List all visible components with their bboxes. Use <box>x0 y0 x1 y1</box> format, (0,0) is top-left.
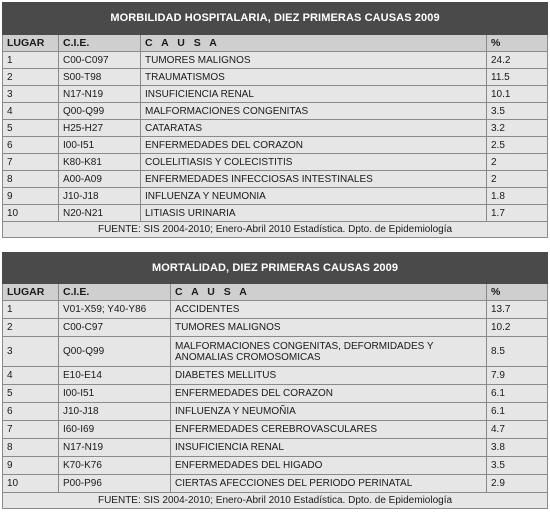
cell-cie: N17-N19 <box>59 439 171 457</box>
cell-cie: H25-H27 <box>59 120 141 137</box>
table-row <box>3 171 548 188</box>
cell-lugar: 4 <box>3 367 59 385</box>
column-header-causa: C A U S A <box>141 35 487 52</box>
cell-cie: C00-C97 <box>59 319 171 337</box>
table-row <box>3 120 548 137</box>
cell-causa: ENFERMEDADES DEL HIGADO <box>171 457 487 475</box>
cell-cie: K80-K81 <box>59 154 141 171</box>
cell-percent: 1.8 <box>487 188 548 205</box>
column-header-lugar: LUGAR <box>3 284 59 301</box>
cell-lugar: 4 <box>3 103 59 120</box>
cell-cie: C00-C097 <box>59 52 141 69</box>
table-body <box>3 52 548 222</box>
cell-cie: A00-A09 <box>59 171 141 188</box>
cell-lugar: 6 <box>3 403 59 421</box>
cell-cie: Q00-Q99 <box>59 103 141 120</box>
cell-percent: 24.2 <box>487 52 548 69</box>
table-row <box>3 439 548 457</box>
cell-percent: 10.1 <box>487 86 548 103</box>
cell-lugar: 5 <box>3 120 59 137</box>
cell-cie: P00-P96 <box>59 475 171 493</box>
cell-percent: 1.7 <box>487 205 548 222</box>
cell-causa: CATARATAS <box>141 120 487 137</box>
morbidity-table <box>2 2 548 238</box>
cell-cie: K70-K76 <box>59 457 171 475</box>
cell-causa: INFLUENZA Y NEUMOÑIA <box>171 403 487 421</box>
cell-percent: 10.2 <box>487 319 548 337</box>
cell-cie: J10-J18 <box>59 403 171 421</box>
cell-causa: CIERTAS AFECCIONES DEL PERIODO PERINATAL <box>171 475 487 493</box>
table-row <box>3 475 548 493</box>
table-row <box>3 457 548 475</box>
cell-lugar: 2 <box>3 69 59 86</box>
cell-lugar: 10 <box>3 475 59 493</box>
cell-lugar: 1 <box>3 301 59 319</box>
cell-causa: ENFERMEDADES CEREBROVASCULARES <box>171 421 487 439</box>
cell-causa: ENFERMEDADES DEL CORAZON <box>171 385 487 403</box>
column-header-percent: % <box>487 284 548 301</box>
cell-causa: MALFORMACIONES CONGENITAS, DEFORMIDADES Y ANOMALIAS CROMOSOMICAS <box>171 337 487 367</box>
table-footer-source: FUENTE: SIS 2004-2010; Enero-Abril 2010 Estadística. Dpto. de Epidemiología <box>3 493 548 509</box>
table-body <box>3 301 548 493</box>
table-row <box>3 367 548 385</box>
cell-lugar: 9 <box>3 457 59 475</box>
cell-percent: 8.5 <box>487 337 548 367</box>
column-header-cie: C.I.E. <box>59 35 141 52</box>
cell-lugar: 1 <box>3 52 59 69</box>
cell-percent: 2 <box>487 154 548 171</box>
cell-lugar: 3 <box>3 86 59 103</box>
cell-causa: TUMORES MALIGNOS <box>141 52 487 69</box>
cell-cie: V01-X59; Y40-Y86 <box>59 301 171 319</box>
table-row <box>3 421 548 439</box>
table-row <box>3 69 548 86</box>
cell-percent: 3.8 <box>487 439 548 457</box>
mortality-table <box>2 252 548 509</box>
cell-cie: N20-N21 <box>59 205 141 222</box>
cell-causa: TUMORES MALIGNOS <box>171 319 487 337</box>
column-header-lugar: LUGAR <box>3 35 59 52</box>
cell-lugar: 9 <box>3 188 59 205</box>
cell-percent: 3.5 <box>487 103 548 120</box>
cell-percent: 13.7 <box>487 301 548 319</box>
column-header-percent: % <box>487 35 548 52</box>
cell-percent: 11.5 <box>487 69 548 86</box>
table-row <box>3 86 548 103</box>
cell-causa: ENFERMEDADES DEL CORAZON <box>141 137 487 154</box>
cell-percent: 2.5 <box>487 137 548 154</box>
cell-causa: LITIASIS URINARIA <box>141 205 487 222</box>
cell-lugar: 8 <box>3 439 59 457</box>
cell-percent: 4.7 <box>487 421 548 439</box>
cell-causa: ENFERMEDADES INFECCIOSAS INTESTINALES <box>141 171 487 188</box>
cell-causa: COLELITIASIS Y COLECISTITIS <box>141 154 487 171</box>
cell-cie: S00-T98 <box>59 69 141 86</box>
table-row <box>3 385 548 403</box>
cell-lugar: 5 <box>3 385 59 403</box>
cell-lugar: 6 <box>3 137 59 154</box>
table-row <box>3 154 548 171</box>
cell-lugar: 3 <box>3 337 59 367</box>
cell-causa: TRAUMATISMOS <box>141 69 487 86</box>
cell-cie: Q00-Q99 <box>59 337 171 367</box>
table-row <box>3 137 548 154</box>
cell-lugar: 8 <box>3 171 59 188</box>
cell-cie: I00-I51 <box>59 137 141 154</box>
cell-percent: 2 <box>487 171 548 188</box>
cell-percent: 2.9 <box>487 475 548 493</box>
cell-causa: INFLUENZA Y NEUMONIA <box>141 188 487 205</box>
column-header-causa: C A U S A <box>171 284 487 301</box>
cell-percent: 6.1 <box>487 385 548 403</box>
cell-lugar: 2 <box>3 319 59 337</box>
table-row <box>3 403 548 421</box>
table-row <box>3 337 548 367</box>
cell-cie: E10-E14 <box>59 367 171 385</box>
table-row <box>3 188 548 205</box>
cell-causa: INSUFICIENCIA RENAL <box>141 86 487 103</box>
table-title: MORTALIDAD, DIEZ PRIMERAS CAUSAS 2009 <box>3 253 548 284</box>
cell-causa: ACCIDENTES <box>171 301 487 319</box>
cell-percent: 3.5 <box>487 457 548 475</box>
column-header-cie: C.I.E. <box>59 284 171 301</box>
table-row <box>3 301 548 319</box>
cell-causa: DIABETES MELLITUS <box>171 367 487 385</box>
cell-percent: 3.2 <box>487 120 548 137</box>
cell-causa: INSUFICIENCIA RENAL <box>171 439 487 457</box>
cell-causa: MALFORMACIONES CONGENITAS <box>141 103 487 120</box>
cell-lugar: 10 <box>3 205 59 222</box>
table-row <box>3 52 548 69</box>
cell-lugar: 7 <box>3 154 59 171</box>
table-row <box>3 205 548 222</box>
cell-cie: I00-I51 <box>59 385 171 403</box>
cell-cie: N17-N19 <box>59 86 141 103</box>
table-row <box>3 319 548 337</box>
cell-lugar: 7 <box>3 421 59 439</box>
cell-percent: 6.1 <box>487 403 548 421</box>
table-footer-source: FUENTE: SIS 2004-2010; Enero-Abril 2010 Estadística. Dpto. de Epidemiología <box>3 222 548 238</box>
cell-cie: J10-J18 <box>59 188 141 205</box>
cell-cie: I60-I69 <box>59 421 171 439</box>
table-title: MORBILIDAD HOSPITALARIA, DIEZ PRIMERAS CAUSAS 2009 <box>3 3 548 35</box>
table-row <box>3 103 548 120</box>
cell-percent: 7.9 <box>487 367 548 385</box>
